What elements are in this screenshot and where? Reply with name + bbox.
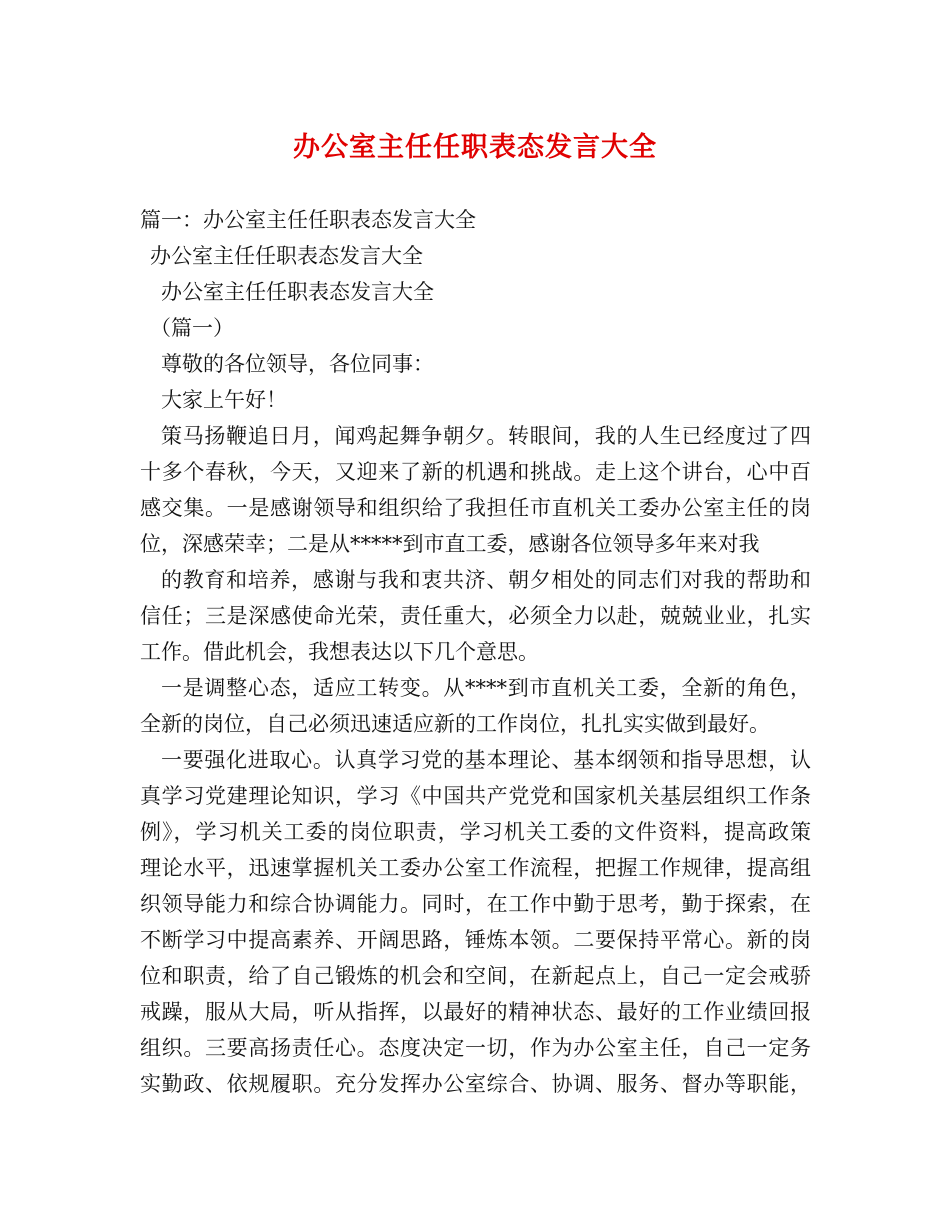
subheading-line: 办公室主任任职表态发言大全 — [150, 244, 423, 268]
paragraph-line: 策马扬鞭追日月，闻鸡起舞争朝夕。转眼间，我的人生已经度过了四 — [161, 424, 811, 448]
paragraph-line: 理论水平，迅速掌握机关工委办公室工作流程，把握工作规律，提高组 — [140, 856, 811, 880]
subheading-line: 办公室主任任职表态发言大全 — [161, 280, 434, 304]
paragraph-line: 位，深感荣幸；二是从*****到市直工委，感谢各位领导多年来对我 — [140, 532, 760, 556]
paragraph-line: 不断学习中提高素养、开阔思路，锤炼本领。二要保持平常心。新的岗 — [140, 928, 811, 952]
section-label: （篇一） — [150, 316, 234, 340]
paragraph-line: 戒躁，服从大局，听从指挥，以最好的精神状态、最好的工作业绩回报 — [140, 1000, 811, 1024]
paragraph-line: 真学习党建理论知识，学习《中国共产党党和国家机关基层组织工作条 — [140, 784, 811, 808]
paragraph-line: 信任；三是深感使命光荣，责任重大，必须全力以赴，兢兢业业，扎实 — [140, 604, 811, 628]
salutation: 尊敬的各位领导，各位同事： — [161, 352, 434, 376]
paragraph-line: 织领导能力和综合协调能力。同时，在工作中勤于思考，勤于探索，在 — [140, 892, 811, 916]
paragraph-line: 感交集。一是感谢领导和组织给了我担任市直机关工委办公室主任的岗 — [140, 496, 811, 520]
paragraph-line: 的教育和培养，感谢与我和衷共济、朝夕相处的同志们对我的帮助和 — [161, 568, 811, 592]
paragraph-line: 一要强化进取心。认真学习党的基本理论、基本纲领和指导思想，认 — [161, 748, 811, 772]
paragraph-line: 全新的岗位，自己必须迅速适应新的工作岗位，扎扎实实做到最好。 — [140, 712, 770, 736]
paragraph-line: 实勤政、依规履职。充分发挥办公室综合、协调、服务、督办等职能， — [140, 1072, 811, 1096]
paragraph-line: 位和职责，给了自己锻炼的机会和空间，在新起点上，自己一定会戒骄 — [140, 964, 811, 988]
paragraph-line: 组织。三要高扬责任心。态度决定一切，作为办公室主任，自己一定务 — [140, 1036, 811, 1060]
paragraph-line: 十多个春秋，今天，又迎来了新的机遇和挑战。走上这个讲台，心中百 — [140, 460, 811, 484]
paragraph-line: 一是调整心态，适应工转变。从****到市直机关工委，全新的角色， — [161, 676, 811, 700]
greeting: 大家上午好！ — [161, 388, 287, 412]
paragraph-line: 工作。借此机会，我想表达以下几个意思。 — [140, 640, 539, 664]
heading-part-one: 篇一：办公室主任任职表态发言大全 — [140, 208, 476, 232]
paragraph-line: 例》，学习机关工委的岗位职责，学习机关工委的文件资料，提高政策 — [140, 820, 811, 844]
document-title: 办公室主任任职表态发言大全 — [293, 132, 657, 163]
